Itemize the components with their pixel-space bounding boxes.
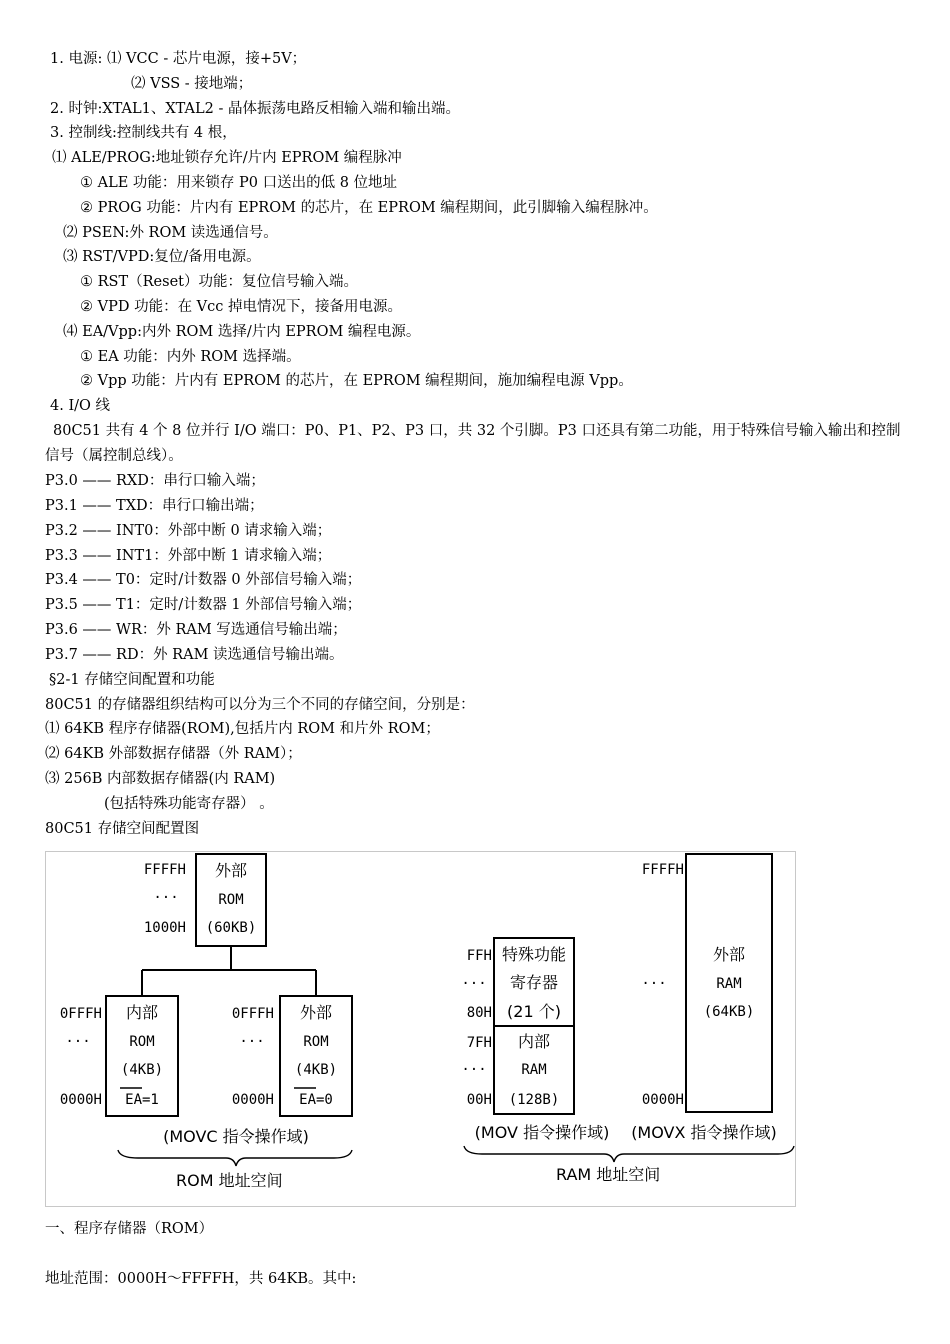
rom-ext-low-line1: 外部 bbox=[299, 1003, 333, 1022]
ram-space-label: RAM 地址空间 bbox=[556, 1165, 661, 1184]
line-psen: ⑵ PSEN:外 ROM 读选通信号。 bbox=[63, 225, 278, 241]
rom-int-line4: EA=1 bbox=[125, 1092, 159, 1108]
line-control: 3. 控制线:控制线共有 4 根， bbox=[50, 125, 237, 141]
rom-int-line3: (4KB) bbox=[120, 1062, 164, 1078]
rom-ext-top-addr-hi: FFFFH bbox=[143, 862, 186, 878]
rom-ext-top-dots: ··· bbox=[153, 890, 179, 906]
ram-int-line1: 内部 bbox=[517, 1032, 551, 1051]
rom-ext-low-addr-hi: 0FFFH bbox=[231, 1006, 274, 1022]
ram-int-line3: (128B) bbox=[508, 1092, 560, 1108]
line-clock: 2. 时钟:XTAL1、XTAL2 - 晶体振荡电路反相输入端和输出端。 bbox=[50, 101, 460, 117]
rom-ext-top-line3: (60KB) bbox=[205, 920, 257, 936]
ram-int-line2: RAM bbox=[521, 1062, 547, 1078]
rom-section-heading: 一、程序存储器（ROM） bbox=[45, 1221, 214, 1237]
storage-item-int-ram: ⑶ 256B 内部数据存储器(内 RAM) bbox=[45, 771, 276, 787]
rom-ext-top-addr-lo: 1000H bbox=[143, 920, 186, 936]
ram-int-addr-lo: 00H bbox=[466, 1092, 492, 1108]
ram-ext-addr-hi: FFFFH bbox=[641, 862, 684, 878]
ram-int-addr-hi: 7FH bbox=[466, 1035, 492, 1051]
rom-ext-low-addr-lo: 0000H bbox=[231, 1092, 274, 1108]
movc-label: (MOVC 指令操作域) bbox=[163, 1127, 309, 1146]
sfr-line2: 寄存器 bbox=[509, 973, 559, 992]
line-io-heading: 4. I/O 线 bbox=[50, 398, 111, 414]
rom-ext-top-line1: 外部 bbox=[214, 861, 248, 880]
rom-brace bbox=[118, 1150, 352, 1166]
io-paragraph: 80C51 共有 4 个 8 位并行 I/O 端口：P0、P1、P2、P3 口，共 32 个引脚。P3 口还具有第二功能，用于特殊信号输入输出和控制信号（属控制总线）。 bbox=[45, 423, 901, 464]
line-prog-func: ② PROG 功能：片内有 EPROM 的芯片，在 EPROM 编程期间，此引脚输入编程脉冲。 bbox=[80, 200, 658, 216]
line-vss: ⑵ VSS - 接地端； bbox=[131, 76, 253, 92]
rom-ext-low-line2: ROM bbox=[303, 1034, 329, 1050]
rom-ext-top-line2: ROM bbox=[218, 892, 244, 908]
sfr-line3: (21 个) bbox=[507, 1002, 561, 1021]
p3-line: P3.4 —— T0：定时/计数器 0 外部信号输入端； bbox=[45, 572, 362, 588]
rom-ext-low-dots: ··· bbox=[239, 1034, 265, 1050]
ram-brace bbox=[464, 1146, 794, 1162]
line-ale-prog: ⑴ ALE/PROG:地址锁存允许/片内 EPROM 编程脉冲 bbox=[52, 150, 402, 166]
ram-ext-addr-lo: 0000H bbox=[641, 1092, 684, 1108]
movx-label: (MOVX 指令操作域) bbox=[631, 1123, 777, 1142]
ram-ext-line3: (64KB) bbox=[703, 1004, 755, 1020]
rom-ext-low-line3: (4KB) bbox=[294, 1062, 338, 1078]
line-ale-func: ① ALE 功能：用来锁存 P0 口送出的低 8 位地址 bbox=[80, 175, 398, 191]
rom-ext-low-line4: EA=0 bbox=[299, 1092, 333, 1108]
p3-line: P3.3 —— INT1：外部中断 1 请求输入端； bbox=[45, 548, 332, 564]
ram-int-dots: ··· bbox=[461, 1062, 487, 1078]
line-ea-func: ① EA 功能：内外 ROM 选择端。 bbox=[80, 349, 301, 365]
p3-line: P3.6 —— WR：外 RAM 写选通信号输出端； bbox=[45, 622, 347, 638]
rom-int-line2: ROM bbox=[129, 1034, 155, 1050]
diagram-caption: 80C51 存储空间配置图 bbox=[45, 821, 200, 837]
p3-line: P3.1 —— TXD：串行口输出端； bbox=[45, 498, 264, 514]
storage-intro: 80C51 的存储器组织结构可以分为三个不同的存储空间，分别是： bbox=[45, 697, 475, 713]
ram-ext-dots: ··· bbox=[641, 976, 667, 992]
line-vpd-func: ② VPD 功能：在 Vcc 掉电情况下，接备用电源。 bbox=[80, 299, 403, 315]
line-power: 1. 电源: ⑴ VCC - 芯片电源，接+5V； bbox=[50, 51, 307, 67]
storage-item-rom: ⑴ 64KB 程序存储器(ROM),包括片内 ROM 和片外 ROM； bbox=[45, 721, 440, 737]
sfr-dots: ··· bbox=[461, 976, 487, 992]
line-rst-func: ① RST（Reset）功能：复位信号输入端。 bbox=[80, 274, 358, 290]
ram-ext-line1: 外部 bbox=[712, 945, 746, 964]
p3-line: P3.5 —— T1：定时/计数器 1 外部信号输入端； bbox=[45, 597, 362, 613]
line-vpp-func: ② Vpp 功能：片内有 EPROM 的芯片，在 EPROM 编程期间，施加编程电源 Vpp。 bbox=[80, 373, 633, 389]
rom-int-dots: ··· bbox=[65, 1034, 91, 1050]
p3-line: P3.7 —— RD：外 RAM 读选通信号输出端。 bbox=[45, 647, 344, 663]
p3-line: P3.2 —— INT0：外部中断 0 请求输入端； bbox=[45, 523, 332, 539]
sfr-line1: 特殊功能 bbox=[501, 945, 567, 964]
rom-address-range: 地址范围：0000H～FFFFH，共 64KB。其中: bbox=[45, 1271, 357, 1287]
p3-line: P3.0 —— RXD：串行口输入端； bbox=[45, 473, 265, 489]
rom-int-addr-lo: 0000H bbox=[59, 1092, 102, 1108]
rom-space-label: ROM 地址空间 bbox=[176, 1171, 283, 1190]
storage-item-note: (包括特殊功能寄存器） 。 bbox=[104, 796, 274, 812]
mov-label: (MOV 指令操作域) bbox=[474, 1123, 610, 1142]
sfr-addr-lo: 80H bbox=[466, 1005, 492, 1021]
line-ea-vpp: ⑷ EA/Vpp:内外 ROM 选择/片内 EPROM 编程电源。 bbox=[63, 324, 421, 340]
line-rst-vpd: ⑶ RST/VPD:复位/备用电源。 bbox=[63, 249, 261, 265]
memory-map-diagram bbox=[45, 851, 796, 1207]
storage-item-ext-ram: ⑵ 64KB 外部数据存储器（外 RAM）； bbox=[45, 746, 302, 762]
rom-int-line1: 内部 bbox=[125, 1003, 159, 1022]
sfr-addr-hi: FFH bbox=[466, 948, 492, 964]
ram-ext-line2: RAM bbox=[716, 976, 742, 992]
section-heading: §2-1 存储空间配置和功能 bbox=[49, 672, 215, 688]
rom-int-addr-hi: 0FFFH bbox=[59, 1006, 102, 1022]
